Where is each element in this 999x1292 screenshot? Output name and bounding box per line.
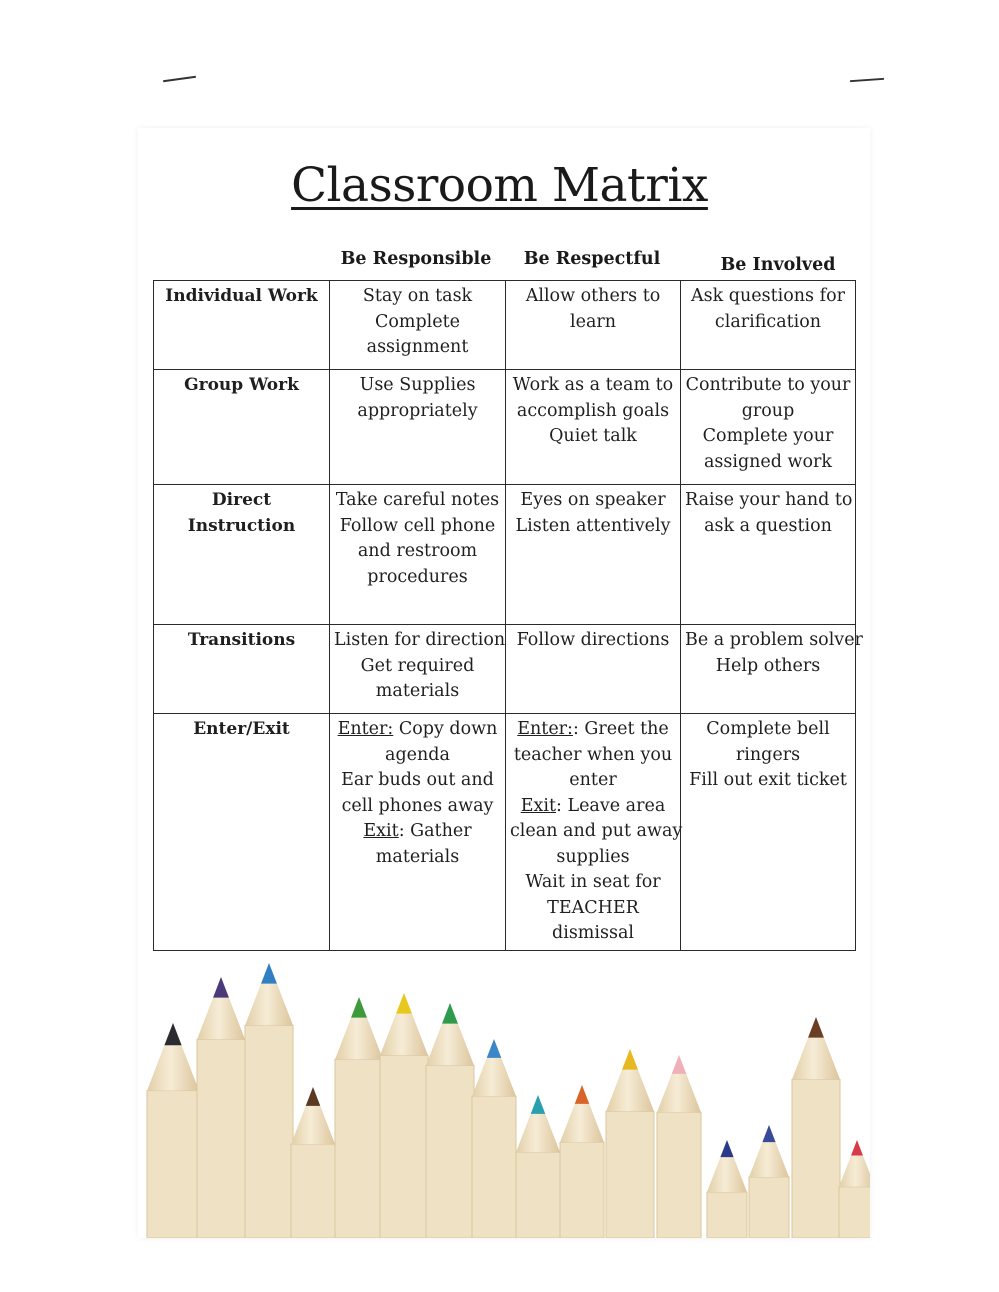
row-header-direct-instruction: Direct Instruction: [154, 485, 330, 625]
row-header-group-work: Group Work: [154, 370, 330, 485]
pencil-3: [245, 963, 293, 1238]
pencil-5: [335, 997, 383, 1238]
cell-transitions-responsible: Listen for direction Get required materials: [330, 625, 506, 714]
pencil-12: [657, 1055, 701, 1238]
cell-transitions-involved: Be a problem solver Help others: [681, 625, 856, 714]
enter-label: Enter:: [517, 719, 573, 739]
scan-mark-left: [163, 76, 196, 83]
cell-direct-respectful: Eyes on speaker Listen attentively: [506, 485, 681, 625]
enter-label: Enter:: [337, 719, 394, 739]
row-header-enter-exit: Enter/Exit: [154, 714, 330, 951]
pencil-15: [792, 1017, 840, 1238]
exit-label: Exit: [363, 821, 399, 841]
pencil-13: [707, 1140, 747, 1238]
cell-direct-involved: Raise your hand to ask a question: [681, 485, 856, 625]
cell-enterexit-involved: Complete bell ringers Fill out exit ticket: [681, 714, 856, 951]
cell-enterexit-respectful: Enter:: Greet the teacher when you enter Exit: Leave area clean and put away supplies Wait in seat for TEACHER dismissal: [506, 714, 681, 951]
cell-individual-involved: Ask questions for clarification: [681, 281, 856, 370]
pencil-9: [516, 1095, 560, 1238]
pencil-1: [147, 1023, 199, 1238]
cell-enterexit-responsible: Enter: Copy down agenda Ear buds out and cell phones away Exit: Gather materials: [330, 714, 506, 951]
table-row: [154, 281, 856, 370]
pencil-7: [426, 1003, 474, 1238]
table-row: [154, 625, 856, 714]
cell-transitions-respectful: Follow directions: [506, 625, 681, 714]
colored-pencils-illustration: [145, 955, 870, 1238]
pencil-2: [197, 977, 245, 1238]
pencil-14: [749, 1125, 789, 1238]
behavior-matrix-table: [153, 280, 863, 951]
column-header-respectful: Be Respectful: [523, 249, 661, 269]
cell-individual-respectful: Allow others to learn: [506, 281, 681, 370]
row-header-individual-work: Individual Work: [154, 281, 330, 370]
cell-direct-responsible: Take careful notes Follow cell phone and restroom procedures: [330, 485, 506, 625]
pencil-4: [291, 1087, 335, 1238]
column-header-involved: Be Involved: [720, 255, 836, 275]
cell-group-respectful: Work as a team to accomplish goals Quiet talk: [506, 370, 681, 485]
pencil-10: [560, 1085, 604, 1238]
table-row: [154, 714, 856, 951]
table-row: [154, 485, 856, 625]
cell-group-responsible: Use Supplies appropriately: [330, 370, 506, 485]
cell-group-involved: Contribute to your group Complete your assigned work: [681, 370, 856, 485]
pencil-11: [606, 1049, 654, 1238]
exit-label: Exit: [520, 795, 556, 816]
row-header-transitions: Transitions: [154, 625, 330, 714]
pencil-16: [839, 1140, 870, 1238]
pencil-6: [380, 993, 428, 1238]
column-header-responsible: Be Responsible: [340, 249, 492, 269]
scan-mark-right: [850, 78, 884, 82]
page-title: Classroom Matrix: [291, 158, 708, 213]
cell-individual-responsible: Stay on task Complete assignment: [330, 281, 506, 370]
table-row: [154, 370, 856, 485]
pencil-8: [472, 1039, 516, 1238]
